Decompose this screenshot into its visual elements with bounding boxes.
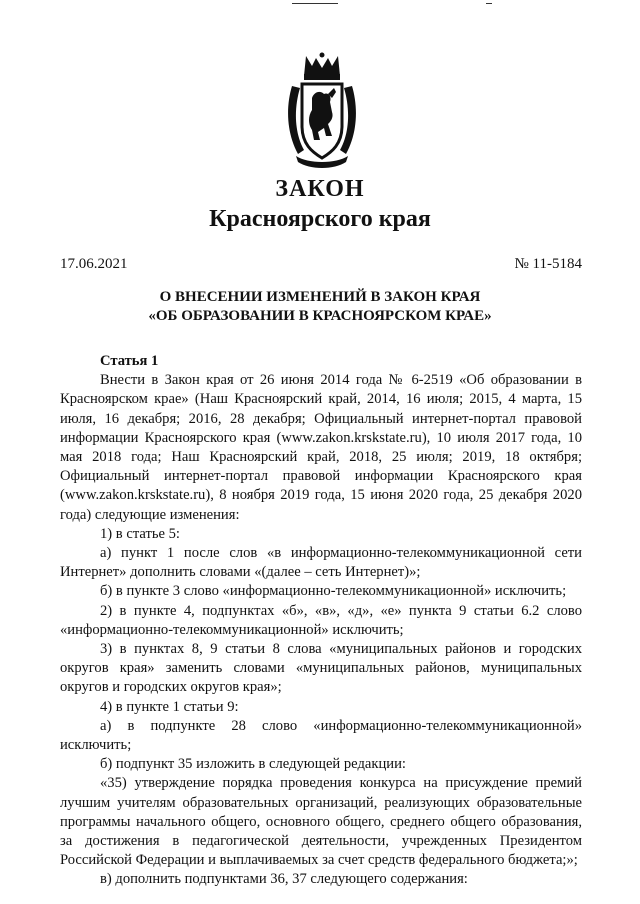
article-heading: Статья 1 [100, 353, 159, 369]
paragraph-item-4c: в) дополнить подпунктами 36, 37 следующего содержания: [100, 871, 468, 888]
subject-line-1: О ВНЕСЕНИИ ИЗМЕНЕНИЙ В ЗАКОН КРАЯ [159, 289, 481, 305]
document-title: ЗАКОН [275, 176, 365, 202]
scan-mark-dot [486, 3, 492, 4]
paragraph-item-3: 3) в пунктах 8, 9 статьи 8 слова «муниципальных районов и городских округов края» заменить словами «муниципальных районов, муниципальных округов и городских округов края»; [60, 641, 582, 696]
paragraph-item-4b: б) подпункт 35 изложить в следующей редакции: [100, 756, 406, 773]
paragraph-item-2: 2) в пункте 4, подпунктах «б», «в», «д», «е» пункта 9 статьи 6.2 слово «информационно-телекоммуникационной» исключить; [60, 602, 582, 638]
top-scan-marks [0, 0, 640, 10]
paragraph-item-1b: б) в пункте 3 слово «информационно-телекоммуникационной» исключить; [100, 583, 567, 600]
paragraph-item-1: 1) в статье 5: [100, 525, 180, 542]
paragraph-quote-35: «35) утверждение порядка проведения конкурса на присуждение премий лучшим учителям образовательных организаций, реализующих образовательные программы начального общего, основного общего, среднего общего образования, за достижения в педагогической деятельности, учрежденных Президентом Российской Федерации и выплачиваемых за счет средств федерального бюджета;»; [60, 775, 582, 869]
scan-mark-line [292, 3, 338, 4]
document-subtitle: Красноярского края [209, 206, 431, 232]
paragraph-item-4a: а) в подпункте 28 слово «информационно-телекоммуникационной» исключить; [60, 717, 582, 754]
document-body [60, 352, 582, 890]
krasnoyarsk-coat-of-arms-emblem [284, 52, 360, 170]
document-number: № 11-5184 [514, 256, 582, 272]
subject-line-2: «ОБ ОБРАЗОВАНИИ В КРАСНОЯРСКОМ КРАЕ» [148, 308, 492, 324]
document-date: 17.06.2021 [60, 256, 128, 272]
document-subject [0, 288, 640, 326]
paragraph-item-4: 4) в пункте 1 статьи 9: [100, 698, 239, 715]
paragraph-item-1a: а) пункт 1 после слов «в информационно-телекоммуникационной сети Интернет» дополнить словами «(далее – сеть Интернет)»; [60, 545, 582, 581]
paragraph-intro: Внести в Закон края от 26 июня 2014 года № 6-2519 «Об образовании в Красноярском крае» (Наш Красноярский край, 2014, 16 июля; 2015, 4 марта, 15 июля, 16 декабря; 2016, 28 декабря; Официальный интернет-портал правовой информации Красноярского края (www.zakon.krskstate.ru), 10 июля 2017 года, 10 мая 2018 года; Наш Красноярский край, 2018, 25 июля; 2019, 18 октября; Официальный интернет-портал правовой информации Красноярского края (www.zakon.krskstate.ru), 8 ноября 2019 года, 15 июня 2020 года, 25 декабря 2020 года) следующие изменения: [60, 372, 582, 523]
